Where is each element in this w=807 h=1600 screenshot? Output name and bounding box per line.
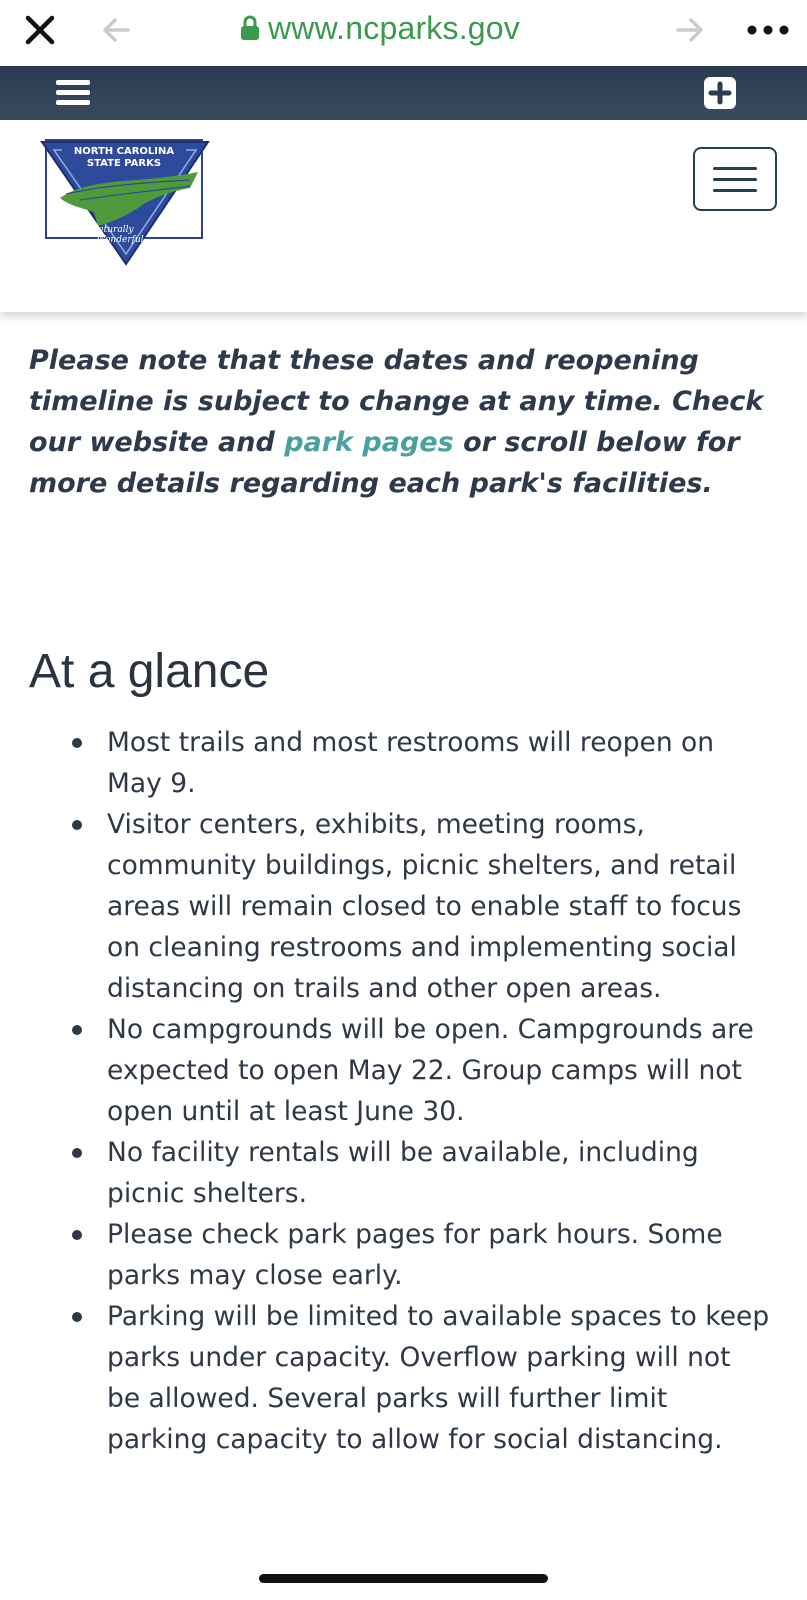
hamburger-icon[interactable] (56, 78, 92, 108)
bullet-icon (72, 820, 82, 830)
park-pages-link[interactable]: park pages (284, 427, 454, 458)
address-bar[interactable] (240, 6, 520, 50)
section-title: At a glance (29, 645, 270, 698)
list-item: Parking will be limited to available spaces to keep parks under capacity. Overflow parking will not be allowed. Several parks will further limit parking capacity to allow for social distancing. (0, 1296, 807, 1460)
list-item: Visitor centers, exhibits, meeting rooms, community buildings, picnic shelters, and retail areas will remain closed to enable staff to focus on cleaning restrooms and implementing social distancing on trails and other open areas. (0, 804, 807, 1009)
logo-tagline1: Naturally (90, 225, 134, 235)
logo-tagline2: Wonderful (96, 235, 144, 245)
list-item: Most trails and most restrooms will reopen on May 9. (0, 722, 807, 804)
bullet-icon (72, 1148, 82, 1158)
logo-text-line1: NORTH CAROLINA (73, 146, 175, 157)
browser-toolbar (0, 0, 807, 66)
list-item: No campgrounds will be open. Campgrounds are expected to open May 22. Group camps will not open until at least June 30. (0, 1009, 807, 1132)
url-text: www.ncparks.gov (268, 9, 520, 46)
list-item: No facility rentals will be available, including picnic shelters. (0, 1132, 807, 1214)
site-top-strip (0, 66, 807, 120)
notice-text-after: or scroll below for more details regarding each park's facilities. (29, 427, 740, 499)
glance-list (0, 722, 807, 1460)
bullet-icon (72, 738, 82, 748)
nc-state-parks-logo[interactable] (40, 136, 212, 266)
list-item: Please check park pages for park hours. Some parks may close early. (0, 1214, 807, 1296)
bullet-icon (72, 1312, 82, 1322)
more-icon[interactable] (744, 12, 792, 48)
reopening-notice (29, 340, 789, 504)
lock-icon (240, 15, 260, 41)
home-indicator[interactable] (259, 1574, 548, 1583)
bullet-icon (72, 1025, 82, 1035)
logo-text-line2: STATE PARKS (86, 158, 162, 169)
back-arrow-icon[interactable] (98, 12, 134, 48)
notice-text-before: Please note that these dates and reopening timeline is subject to change at any time. Check our website and (29, 345, 764, 458)
bullet-icon (72, 1230, 82, 1240)
site-header (0, 120, 807, 312)
hamburger-icon (713, 167, 757, 170)
nav-toggle-button[interactable] (693, 147, 777, 211)
plus-square-icon[interactable] (703, 77, 737, 109)
close-icon[interactable] (22, 12, 58, 48)
forward-arrow-icon[interactable] (672, 12, 708, 48)
